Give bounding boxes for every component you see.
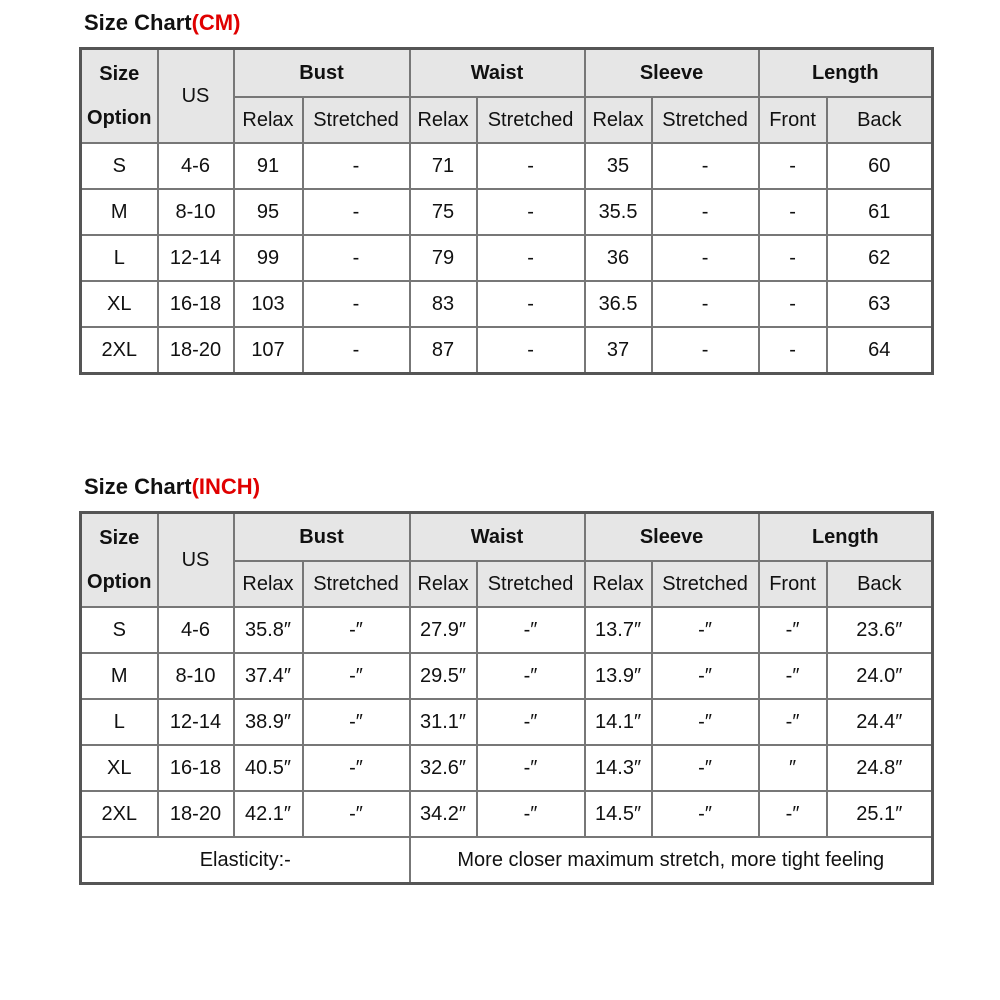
cell-sleeve-relax: 13.7″ [585,607,652,653]
cell-bust-stretched: - [303,189,410,235]
sleeve-relax-header: Relax [585,561,652,607]
cell-sleeve-relax: 35.5 [585,189,652,235]
cell-length-back: 63 [827,281,933,327]
size-option-header [81,513,158,608]
cell-waist-stretched: - [477,143,585,189]
bust-stretched-header: Stretched [303,561,410,607]
cell-sleeve-relax: 13.9″ [585,653,652,699]
cell-length-back: 60 [827,143,933,189]
cell-sleeve-stretched: -″ [652,653,759,699]
cell-us: 18-20 [158,791,234,837]
cell-bust-relax: 95 [234,189,303,235]
cell-waist-relax: 34.2″ [410,791,477,837]
waist-stretched-header: Stretched [477,97,585,143]
length-header: Length [759,49,933,98]
cell-waist-relax: 71 [410,143,477,189]
cell-waist-stretched: - [477,327,585,374]
cell-bust-relax: 42.1″ [234,791,303,837]
length-back-header: Back [827,561,933,607]
table-row [81,281,933,327]
cell-bust-stretched: -″ [303,745,410,791]
cell-us: 8-10 [158,189,234,235]
cell-waist-stretched: -″ [477,745,585,791]
cell-sleeve-relax: 35 [585,143,652,189]
size-option-top: Size [99,63,140,85]
cm-size-table [79,47,934,375]
cell-bust-relax: 35.8″ [234,607,303,653]
size-option-top: Size [99,527,140,549]
cell-bust-relax: 91 [234,143,303,189]
cell-waist-relax: 79 [410,235,477,281]
cell-bust-stretched: -″ [303,653,410,699]
inch-chart-title [84,474,260,500]
length-header: Length [759,513,933,562]
cell-size: 2XL [81,327,158,374]
waist-relax-header: Relax [410,97,477,143]
sleeve-stretched-header: Stretched [652,561,759,607]
cell-sleeve-relax: 14.1″ [585,699,652,745]
cell-bust-stretched: - [303,281,410,327]
sleeve-header: Sleeve [585,513,759,562]
cell-sleeve-stretched: -″ [652,607,759,653]
inch-title-unit: (INCH) [191,474,261,499]
cell-sleeve-stretched: - [652,189,759,235]
elasticity-value: More closer maximum stretch, more tight feeling [410,837,933,884]
cell-sleeve-stretched: - [652,235,759,281]
table-row [81,143,933,189]
cell-sleeve-stretched: - [652,281,759,327]
table-row [81,653,933,699]
elasticity-row [81,837,933,884]
cell-us: 12-14 [158,699,234,745]
cell-sleeve-relax: 37 [585,327,652,374]
cell-length-front: -″ [759,699,827,745]
cell-size: S [81,143,158,189]
sleeve-header: Sleeve [585,49,759,98]
cell-bust-stretched: -″ [303,791,410,837]
cell-waist-stretched: -″ [477,699,585,745]
table-row [81,189,933,235]
cell-waist-relax: 32.6″ [410,745,477,791]
cell-waist-stretched: -″ [477,791,585,837]
cell-length-back: 23.6″ [827,607,933,653]
cell-bust-stretched: - [303,327,410,374]
cell-us: 4-6 [158,143,234,189]
elasticity-label: Elasticity:- [81,837,410,884]
cell-bust-relax: 107 [234,327,303,374]
length-back-header: Back [827,97,933,143]
cell-length-front: - [759,189,827,235]
cell-sleeve-stretched: -″ [652,699,759,745]
cell-length-front: - [759,281,827,327]
cell-sleeve-relax: 36 [585,235,652,281]
cell-waist-relax: 83 [410,281,477,327]
cell-bust-stretched: - [303,143,410,189]
waist-stretched-header: Stretched [477,561,585,607]
cell-bust-stretched: -″ [303,699,410,745]
us-header: US [158,513,234,608]
cell-length-front: - [759,235,827,281]
bust-stretched-header: Stretched [303,97,410,143]
cell-size: M [81,653,158,699]
cell-sleeve-stretched: -″ [652,745,759,791]
length-front-header: Front [759,561,827,607]
bust-header: Bust [234,513,410,562]
cell-length-back: 24.4″ [827,699,933,745]
cell-waist-relax: 29.5″ [410,653,477,699]
cell-sleeve-relax: 14.3″ [585,745,652,791]
cell-bust-relax: 103 [234,281,303,327]
cell-size: M [81,189,158,235]
cell-length-back: 24.8″ [827,745,933,791]
table-row [81,745,933,791]
cell-bust-relax: 40.5″ [234,745,303,791]
cell-length-front: ″ [759,745,827,791]
cell-waist-relax: 87 [410,327,477,374]
cell-length-back: 64 [827,327,933,374]
bust-header: Bust [234,49,410,98]
cell-size: XL [81,281,158,327]
waist-relax-header: Relax [410,561,477,607]
table-row [81,327,933,374]
cell-waist-stretched: - [477,235,585,281]
cell-bust-relax: 38.9″ [234,699,303,745]
table-row [81,235,933,281]
cell-sleeve-stretched: -″ [652,791,759,837]
cm-title-prefix: Size Chart [84,10,192,35]
size-option-bottom: Option [87,107,152,129]
cell-length-back: 25.1″ [827,791,933,837]
cell-us: 12-14 [158,235,234,281]
cell-bust-stretched: - [303,235,410,281]
cell-length-front: -″ [759,653,827,699]
length-front-header: Front [759,97,827,143]
sleeve-relax-header: Relax [585,97,652,143]
cell-length-back: 61 [827,189,933,235]
waist-header: Waist [410,49,585,98]
cell-waist-stretched: -″ [477,653,585,699]
cell-waist-relax: 27.9″ [410,607,477,653]
cell-length-front: -″ [759,791,827,837]
cell-sleeve-relax: 14.5″ [585,791,652,837]
size-option-bottom: Option [87,571,152,593]
cell-size: L [81,699,158,745]
cell-size: 2XL [81,791,158,837]
cell-waist-relax: 75 [410,189,477,235]
cell-sleeve-relax: 36.5 [585,281,652,327]
cell-us: 16-18 [158,281,234,327]
cell-bust-relax: 99 [234,235,303,281]
table-row [81,791,933,837]
cm-title-unit: (CM) [191,10,241,35]
cm-chart-title [84,10,240,36]
cell-us: 18-20 [158,327,234,374]
table-row [81,607,933,653]
sleeve-stretched-header: Stretched [652,97,759,143]
inch-title-prefix: Size Chart [84,474,192,499]
cell-us: 4-6 [158,607,234,653]
us-header: US [158,49,234,144]
cell-us: 16-18 [158,745,234,791]
cell-bust-stretched: -″ [303,607,410,653]
cell-length-back: 62 [827,235,933,281]
cell-bust-relax: 37.4″ [234,653,303,699]
bust-relax-header: Relax [234,97,303,143]
cell-waist-stretched: - [477,189,585,235]
waist-header: Waist [410,513,585,562]
cell-waist-stretched: -″ [477,607,585,653]
cell-sleeve-stretched: - [652,143,759,189]
inch-header-row-groups [81,513,933,562]
bust-relax-header: Relax [234,561,303,607]
cell-length-front: - [759,327,827,374]
cell-size: XL [81,745,158,791]
cell-length-front: -″ [759,607,827,653]
cell-waist-stretched: - [477,281,585,327]
cell-length-back: 24.0″ [827,653,933,699]
cell-sleeve-stretched: - [652,327,759,374]
cm-header-row-groups [81,49,933,98]
inch-size-table [79,511,934,885]
size-option-header [81,49,158,144]
cell-waist-relax: 31.1″ [410,699,477,745]
table-row [81,699,933,745]
cell-length-front: - [759,143,827,189]
cell-us: 8-10 [158,653,234,699]
cell-size: L [81,235,158,281]
cell-size: S [81,607,158,653]
